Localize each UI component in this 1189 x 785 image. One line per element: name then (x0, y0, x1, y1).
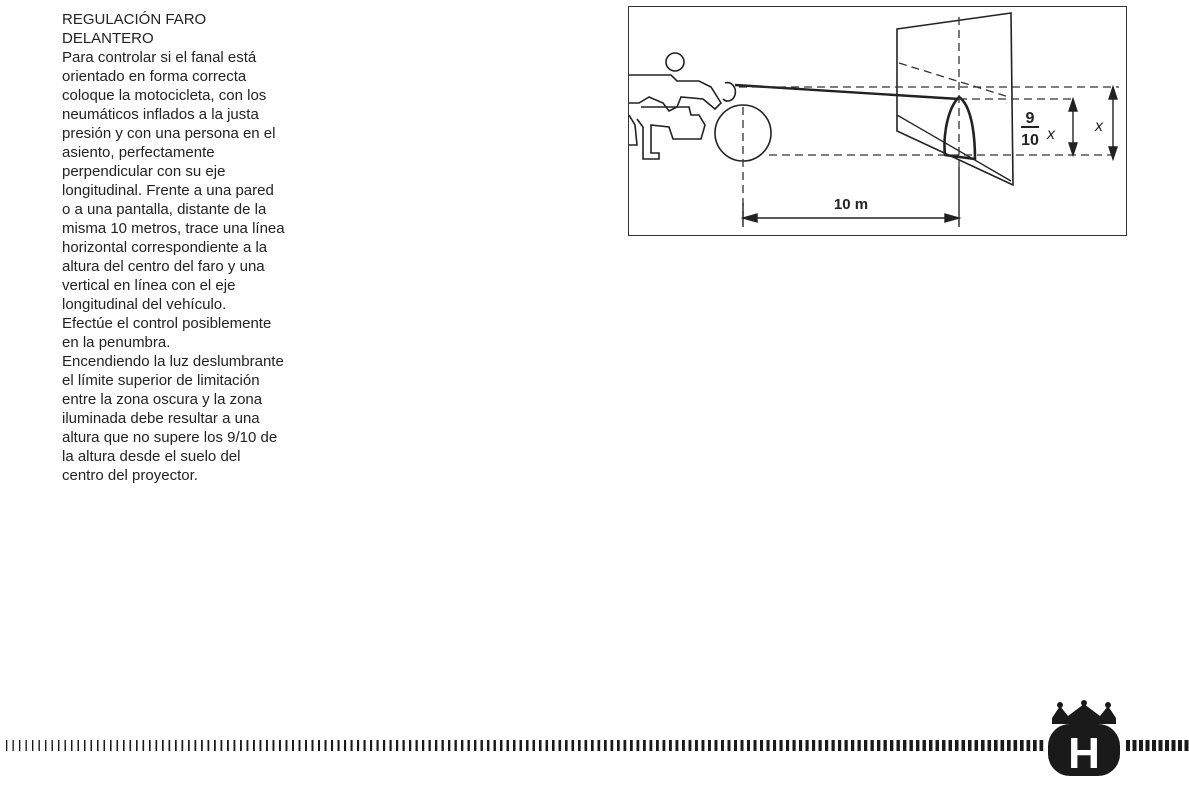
footer-tick (455, 740, 457, 751)
footer-tick (812, 740, 815, 751)
fraction-numerator: 9 (1025, 110, 1035, 127)
footer-tick (689, 740, 692, 751)
wall-diagonal (899, 63, 1009, 97)
footer-tick (19, 740, 20, 751)
footer-tick (741, 740, 744, 751)
footer-tick (338, 740, 340, 751)
body-line: iluminada debe resultar a una (62, 410, 260, 427)
footer-tick (903, 740, 906, 751)
logo-letter: H (1068, 729, 1100, 778)
footer-tick (1007, 740, 1011, 751)
footer-tick (214, 740, 216, 751)
headlight-diagram (628, 6, 1127, 236)
footer-tick (656, 740, 659, 751)
footer-tick (312, 740, 314, 751)
footer-tick (325, 740, 327, 751)
footer-tick (422, 740, 424, 751)
height-arrow-bottom (1109, 147, 1117, 159)
bike-tank (637, 107, 705, 159)
body-line: altura que no supere los 9/10 de (62, 429, 278, 446)
footer-tick (552, 740, 555, 751)
distance-arrow-left (743, 214, 757, 222)
footer-tick (182, 740, 184, 751)
footer-tick (650, 740, 653, 751)
footer-tick (6, 740, 7, 751)
rider-body (629, 75, 721, 111)
footer-tick (838, 740, 841, 751)
footer-tick (520, 740, 522, 751)
footer-tick (39, 740, 40, 751)
footer-tick (526, 740, 529, 751)
footer-tick (377, 740, 379, 751)
footer-tick (156, 740, 158, 751)
footer-tick (994, 740, 998, 751)
footer-tick (851, 740, 854, 751)
footer-tick (468, 740, 470, 751)
footer-tick (240, 740, 242, 751)
footer-tick (916, 740, 919, 751)
footer-tick (110, 740, 112, 751)
footer-tick (260, 740, 262, 751)
footer-tick (494, 740, 496, 751)
body-line: la altura desde el suelo del (62, 448, 241, 465)
body-text (62, 48, 318, 485)
footer-tick (416, 740, 418, 751)
footer-tick (117, 740, 119, 751)
footer-tick (266, 740, 268, 751)
footer-tick (1159, 740, 1163, 751)
footer-tick (942, 740, 945, 751)
footer-tick (858, 740, 861, 751)
footer-tick (403, 740, 405, 751)
footer-tick (890, 740, 893, 751)
section-title-line2: DELANTERO (62, 30, 154, 47)
distance-label: 10 m (833, 196, 869, 213)
distance-arrow-right (945, 214, 959, 222)
footer-tick (1040, 740, 1044, 751)
instruction-column (62, 10, 318, 485)
body-line: Encendiendo la luz deslumbrante (62, 353, 284, 370)
footer-tick (351, 740, 353, 751)
footer-tick (318, 740, 320, 751)
footer-tick (786, 740, 789, 751)
footer-tick (981, 740, 985, 751)
footer-tick (962, 740, 966, 751)
footer-tick (247, 740, 249, 751)
footer-tick (500, 740, 502, 751)
footer-tick (201, 740, 203, 751)
footer-tick (923, 740, 926, 751)
footer-tick (1133, 740, 1137, 751)
footer-tick (663, 740, 666, 751)
footer-tick (721, 740, 724, 751)
footer-tick (91, 740, 93, 751)
footer-tick (279, 740, 281, 751)
fraction-arrow-top (1069, 99, 1077, 111)
footer-tick (26, 740, 27, 751)
footer-tick (630, 740, 633, 751)
footer-tick (175, 740, 177, 751)
footer-tick-marks (6, 740, 1189, 751)
footer-tick (396, 740, 398, 751)
body-line: neumáticos inflados a la justa (62, 106, 259, 123)
beam-lower (897, 115, 1011, 181)
body-line: longitudinal del vehículo. (62, 296, 227, 313)
footer-tick (305, 740, 307, 751)
footer-tick (1165, 740, 1169, 751)
height-arrow-top (1109, 87, 1117, 99)
footer-tick (32, 740, 33, 751)
footer-tick (1152, 740, 1156, 751)
footer-tick (975, 740, 979, 751)
body-line: centro del proyector. (62, 467, 198, 484)
footer-tick (344, 740, 346, 751)
footer-tick (58, 740, 59, 751)
footer-tick (773, 740, 776, 751)
section-title-line1: REGULACIÓN FARO (62, 11, 207, 28)
height-variable: x (1095, 118, 1103, 135)
footer-tick (793, 740, 796, 751)
body-line: Efectúe el control posiblemente (62, 315, 272, 332)
footer-tick (169, 740, 171, 751)
footer-tick (585, 740, 588, 751)
footer-tick (1027, 740, 1031, 751)
footer-tick (676, 740, 679, 751)
footer-tick (546, 740, 549, 751)
footer-tick (819, 740, 822, 751)
footer-tick (84, 740, 85, 751)
body-line: asiento, perfectamente (62, 144, 215, 161)
footer-tick (273, 740, 275, 751)
body-line: longitudinal. Frente a una pared (62, 182, 274, 199)
footer-tick (481, 740, 483, 751)
footer-tick (949, 740, 952, 751)
footer-tick (136, 740, 138, 751)
footer-tick (286, 740, 288, 751)
footer-tick (1020, 740, 1024, 751)
footer-tick (1001, 740, 1005, 751)
footer-tick (507, 740, 509, 751)
footer-tick (104, 740, 106, 751)
footer-tick (682, 740, 685, 751)
footer-tick (71, 740, 72, 751)
body-line: en la penumbra. (62, 334, 171, 351)
footer-tick (624, 740, 627, 751)
body-line: orientado en forma correcta (62, 68, 247, 85)
footer-tick (227, 740, 229, 751)
logo-crown-ball-right (1105, 702, 1111, 708)
footer-tick (149, 740, 151, 751)
footer-tick (767, 740, 770, 751)
footer-tick (669, 740, 672, 751)
body-line: presión y con una persona en el (62, 125, 276, 142)
footer-tick (968, 740, 972, 751)
footer-tick (708, 740, 711, 751)
footer-tick (780, 740, 783, 751)
footer-tick (448, 740, 450, 751)
footer-tick (1014, 740, 1018, 751)
footer-tick (591, 740, 594, 751)
footer-tick (364, 740, 366, 751)
footer-tick (845, 740, 848, 751)
bike-seat (629, 115, 637, 145)
footer-tick (52, 740, 53, 751)
footer-tick (864, 740, 867, 751)
footer-tick (97, 740, 99, 751)
footer-tick (331, 740, 333, 751)
footer-tick (474, 740, 476, 751)
footer-tick (65, 740, 66, 751)
footer-tick (195, 740, 197, 751)
footer-tick (637, 740, 640, 751)
body-line: perpendicular con su eje (62, 163, 226, 180)
footer-tick (13, 740, 14, 751)
footer-tick (45, 740, 46, 751)
footer-tick (832, 740, 835, 751)
footer-tick (565, 740, 568, 751)
footer-tick (754, 740, 757, 751)
body-line: o a una pantalla, distante de la (62, 201, 267, 218)
footer-tick (604, 740, 607, 751)
footer-tick (1033, 740, 1037, 751)
footer-tick (461, 740, 463, 751)
body-line: horizontal correspondiente a la (62, 239, 268, 256)
footer-tick (162, 740, 164, 751)
light-spot (945, 97, 975, 159)
footer-tick (760, 740, 763, 751)
footer-tick (877, 740, 880, 751)
fraction-arrow-bottom (1069, 143, 1077, 155)
footer-tick (695, 740, 698, 751)
body-line: entre la zona oscura y la zona (62, 391, 263, 408)
footer-tick (1178, 740, 1182, 751)
footer-tick (988, 740, 992, 751)
footer-tick (1139, 740, 1143, 751)
footer-tick (572, 740, 575, 751)
husqvarna-logo (1048, 700, 1120, 778)
footer-tick (702, 740, 705, 751)
footer-tick (357, 740, 359, 751)
footer-tick (806, 740, 809, 751)
fraction-denominator: 10 (1021, 132, 1039, 149)
footer-tick (487, 740, 489, 751)
footer-tick (221, 740, 223, 751)
footer-tick (936, 740, 939, 751)
footer-tick (643, 740, 646, 751)
footer-tick (513, 740, 515, 751)
body-line: coloque la motocicleta, con los (62, 87, 267, 104)
footer-tick (929, 740, 932, 751)
footer-tick (1172, 740, 1176, 751)
footer-tick (539, 740, 542, 751)
footer-tick (390, 740, 392, 751)
footer-tick (435, 740, 437, 751)
footer-tick (299, 740, 301, 751)
footer-strip (0, 700, 1189, 780)
footer-tick (955, 740, 959, 751)
body-line: misma 10 metros, trace una línea (62, 220, 285, 237)
footer-tick (799, 740, 802, 751)
logo-crown-ball-left (1057, 702, 1063, 708)
footer-tick (143, 740, 145, 751)
footer-tick (728, 740, 731, 751)
footer-tick (370, 740, 372, 751)
footer-tick (208, 740, 210, 751)
footer-tick (871, 740, 874, 751)
footer-tick (559, 740, 562, 751)
footer-tick (409, 740, 411, 751)
footer-tick (611, 740, 614, 751)
diagram-drawing (629, 7, 1128, 237)
body-line: Para controlar si el fanal está (62, 49, 257, 66)
footer-tick (617, 740, 620, 751)
footer-tick (292, 740, 294, 751)
rider-head (666, 53, 684, 71)
logo-crown-ball-center (1081, 700, 1087, 706)
body-line: vertical en línea con el eje (62, 277, 236, 294)
footer-tick (734, 740, 737, 751)
footer-tick (715, 740, 718, 751)
body-line: altura del centro del faro y una (62, 258, 265, 275)
footer-tick (533, 740, 536, 751)
footer-tick (383, 740, 385, 751)
fraction-variable: x (1047, 126, 1055, 143)
footer-tick (1126, 740, 1130, 751)
headlight (723, 83, 735, 101)
footer-tick (825, 740, 828, 751)
footer-tick (234, 740, 236, 751)
footer-tick (578, 740, 581, 751)
footer-tick (123, 740, 125, 751)
footer-tick (910, 740, 913, 751)
footer-tick (442, 740, 444, 751)
footer-tick (429, 740, 431, 751)
footer-tick (130, 740, 132, 751)
footer-tick (747, 740, 750, 751)
footer-tick (1146, 740, 1150, 751)
footer-tick (188, 740, 190, 751)
body-line: el límite superior de limitación (62, 372, 260, 389)
footer-drawing (0, 700, 1189, 780)
footer-tick (78, 740, 79, 751)
footer-tick (1185, 740, 1189, 751)
footer-tick (897, 740, 900, 751)
footer-tick (253, 740, 255, 751)
footer-tick (598, 740, 601, 751)
footer-tick (884, 740, 887, 751)
